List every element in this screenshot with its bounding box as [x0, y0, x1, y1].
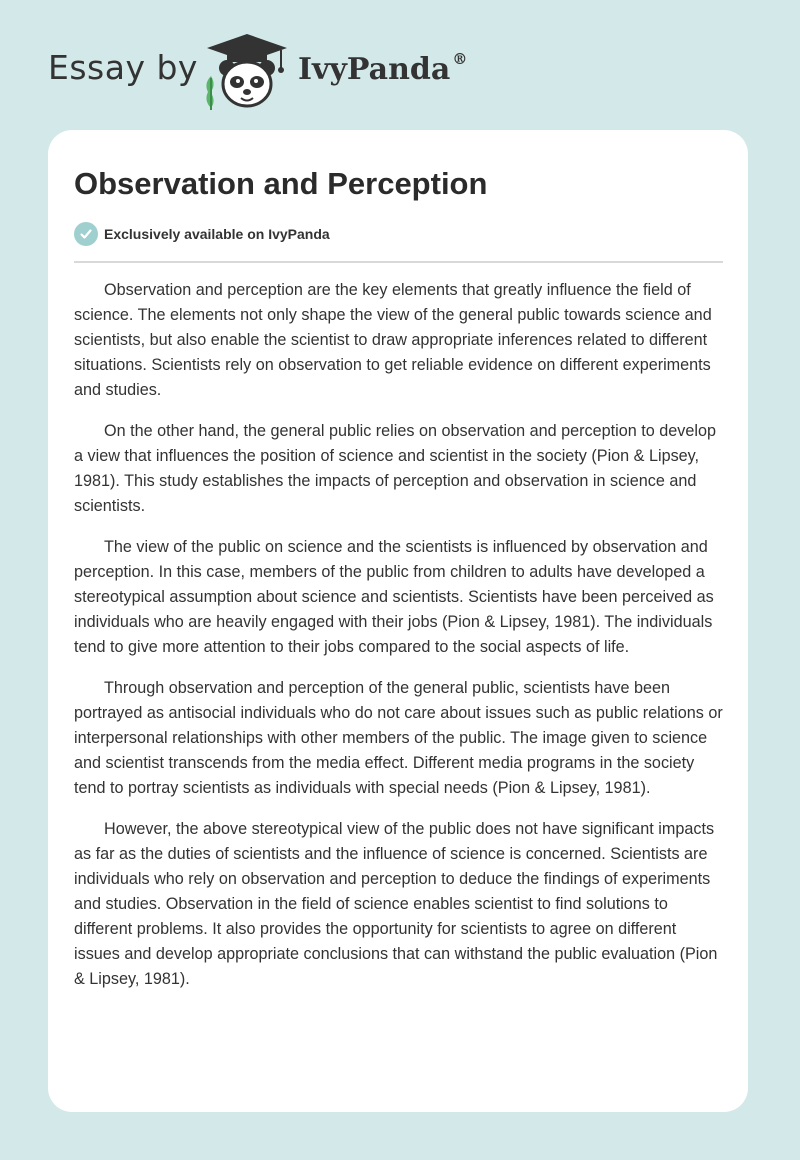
paragraph: The view of the public on science and the scientists is influenced by observation and perception. In this case, members of the public from children to adults have developed a stereotypical assumption about science and scientists. Scientists have been perceived as individuals who are heavily engaged with their jobs (Pion & Lipsey, 1981). The individuals tend to give more attention to their jobs compared to the social aspects of life. [74, 538, 714, 656]
brand-name[interactable] [298, 52, 467, 87]
registered-mark: ® [452, 50, 468, 68]
exclusive-badge-label: Exclusively available on IvyPanda [104, 226, 330, 242]
paragraph: However, the above stereotypical view of the public does not have significant impacts as far as the duties of scientists and the influence of science is concerned. Scientists are individuals who rely on observation and perception to deduce the findings of experiments and studies. Observation in the field of science enables scientist to find solutions to different problems. It also provides the opportunity for scientists to agree on different issues and develop appropriate conclusions that can withstand the public evaluation (Pion & Lipsey, 1981). [74, 820, 718, 988]
site-header [48, 30, 548, 112]
paragraph: Observation and perception are the key elements that greatly influence the field of science. The elements not only shape the view of the general public towards science and scientists, but also enable the scientist to draw appropriate inferences related to different situations. Scientists rely on observation to get reliable evidence on different experiments and studies. [74, 281, 712, 399]
paragraph: Through observation and perception of the general public, scientists have been portrayed as antisocial individuals who do not care about issues such as public relations or interpersonal relationships with other members of the public. The image given to science and scientist transcends from the media effect. Different media programs in the society tend to portray scientists as individuals with special needs (Pion & Lipsey, 1981). [74, 679, 723, 797]
exclusive-badge [74, 222, 330, 246]
paragraph: On the other hand, the general public relies on observation and perception to develop a view that influences the position of science and scientist in the society (Pion & Lipsey, 1981). This study establishes the impacts of perception and observation in science and scientists. [74, 422, 716, 515]
essay-title: Observation and Perception [74, 166, 488, 201]
essay-card [48, 130, 748, 1112]
brand-text: IvyPanda [298, 52, 451, 87]
panda-logo-icon[interactable] [201, 30, 293, 112]
essay-body [74, 278, 724, 1008]
essay-by-label: Essay by [48, 48, 198, 87]
checkmark-icon [74, 222, 98, 246]
divider [74, 261, 723, 263]
